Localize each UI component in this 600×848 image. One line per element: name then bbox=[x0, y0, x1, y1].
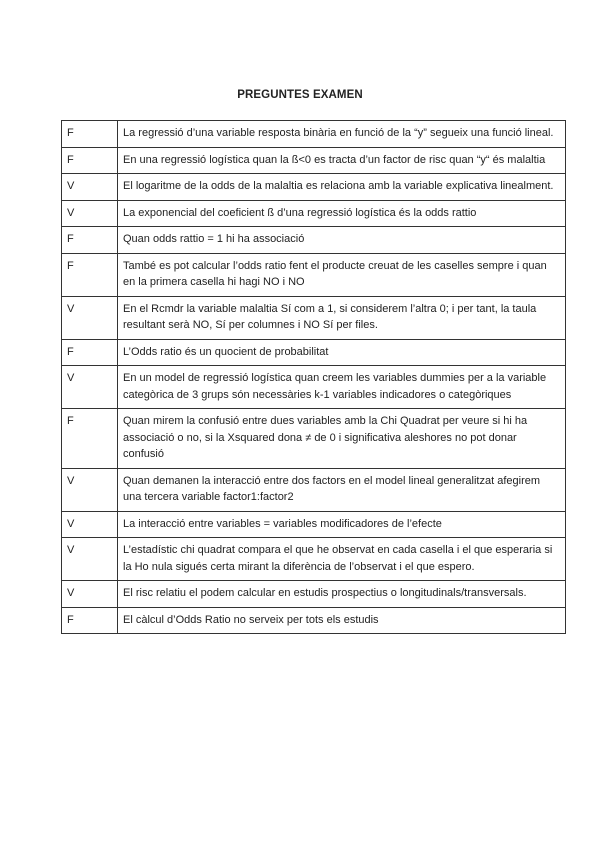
answer-cell: V bbox=[62, 200, 118, 227]
answer-cell: F bbox=[62, 121, 118, 148]
statement-cell: Quan mirem la confusió entre dues variables amb la Chi Quadrat per veure si hi ha associació o no, si la Xsquared dona ≠ de 0 i significativa aleshores no pot donar confusió bbox=[118, 409, 566, 469]
answer-cell: V bbox=[62, 468, 118, 511]
answer-cell: F bbox=[62, 409, 118, 469]
statement-cell: El risc relatiu el podem calcular en estudis prospectius o longitudinals/transversals. bbox=[118, 581, 566, 608]
answer-cell: V bbox=[62, 366, 118, 409]
answer-cell: V bbox=[62, 581, 118, 608]
statement-cell: La regressió d’una variable resposta binària en funció de la “y” segueix una funció lineal. bbox=[118, 121, 566, 148]
statement-cell: L’estadístic chi quadrat compara el que he observat en cada casella i el que esperaria si la Ho nula sigués certa mirant la diferència de l’observat i el que espero. bbox=[118, 538, 566, 581]
answer-cell: F bbox=[62, 607, 118, 634]
answer-cell: F bbox=[62, 147, 118, 174]
answer-cell: F bbox=[62, 253, 118, 296]
statement-cell: També es pot calcular l’odds ratio fent el producte creuat de les caselles sempre i quan en la primera casella hi hagi NO i NO bbox=[118, 253, 566, 296]
statement-cell: En el Rcmdr la variable malaltia Sí com a 1, si considerem l’altra 0; i per tant, la taula resultant serà NO, Sí per columnes i NO Sí per files. bbox=[118, 296, 566, 339]
table-row bbox=[62, 174, 566, 201]
table-row bbox=[62, 409, 566, 469]
table-row bbox=[62, 253, 566, 296]
statement-cell: En un model de regressió logística quan creem les variables dummies per a la variable categòrica de 3 grups són necessàries k-1 variables indicadores o categòriques bbox=[118, 366, 566, 409]
statement-cell: En una regressió logística quan la ß<0 es tracta d’un factor de risc quan “y“ és malaltia bbox=[118, 147, 566, 174]
answer-cell: V bbox=[62, 174, 118, 201]
table-row bbox=[62, 121, 566, 148]
statement-cell: L’Odds ratio és un quocient de probabilitat bbox=[118, 339, 566, 366]
table-row bbox=[62, 538, 566, 581]
answer-cell: F bbox=[62, 339, 118, 366]
table-row bbox=[62, 296, 566, 339]
questions-table bbox=[61, 120, 566, 634]
table-row bbox=[62, 366, 566, 409]
statement-cell: Quan odds rattio = 1 hi ha associació bbox=[118, 227, 566, 254]
table-row bbox=[62, 607, 566, 634]
answer-cell: F bbox=[62, 227, 118, 254]
table-row bbox=[62, 581, 566, 608]
statement-cell: La interacció entre variables = variables modificadores de l’efecte bbox=[118, 511, 566, 538]
answer-cell: V bbox=[62, 511, 118, 538]
answer-cell: V bbox=[62, 538, 118, 581]
table-row bbox=[62, 147, 566, 174]
statement-cell: El logaritme de la odds de la malaltia es relaciona amb la variable explicativa linealment. bbox=[118, 174, 566, 201]
statement-cell: Quan demanen la interacció entre dos factors en el model lineal generalitzat afegirem una tercera variable factor1:factor2 bbox=[118, 468, 566, 511]
statement-cell: La exponencial del coeficient ß d’una regressió logística és la odds rattio bbox=[118, 200, 566, 227]
table-row bbox=[62, 200, 566, 227]
table-row bbox=[62, 227, 566, 254]
table-row bbox=[62, 511, 566, 538]
table-row bbox=[62, 339, 566, 366]
table-row bbox=[62, 468, 566, 511]
statement-cell: El càlcul d’Odds Ratio no serveix per tots els estudis bbox=[118, 607, 566, 634]
questions-table-body bbox=[62, 121, 566, 634]
answer-cell: V bbox=[62, 296, 118, 339]
page-title: PREGUNTES EXAMEN bbox=[237, 89, 363, 101]
